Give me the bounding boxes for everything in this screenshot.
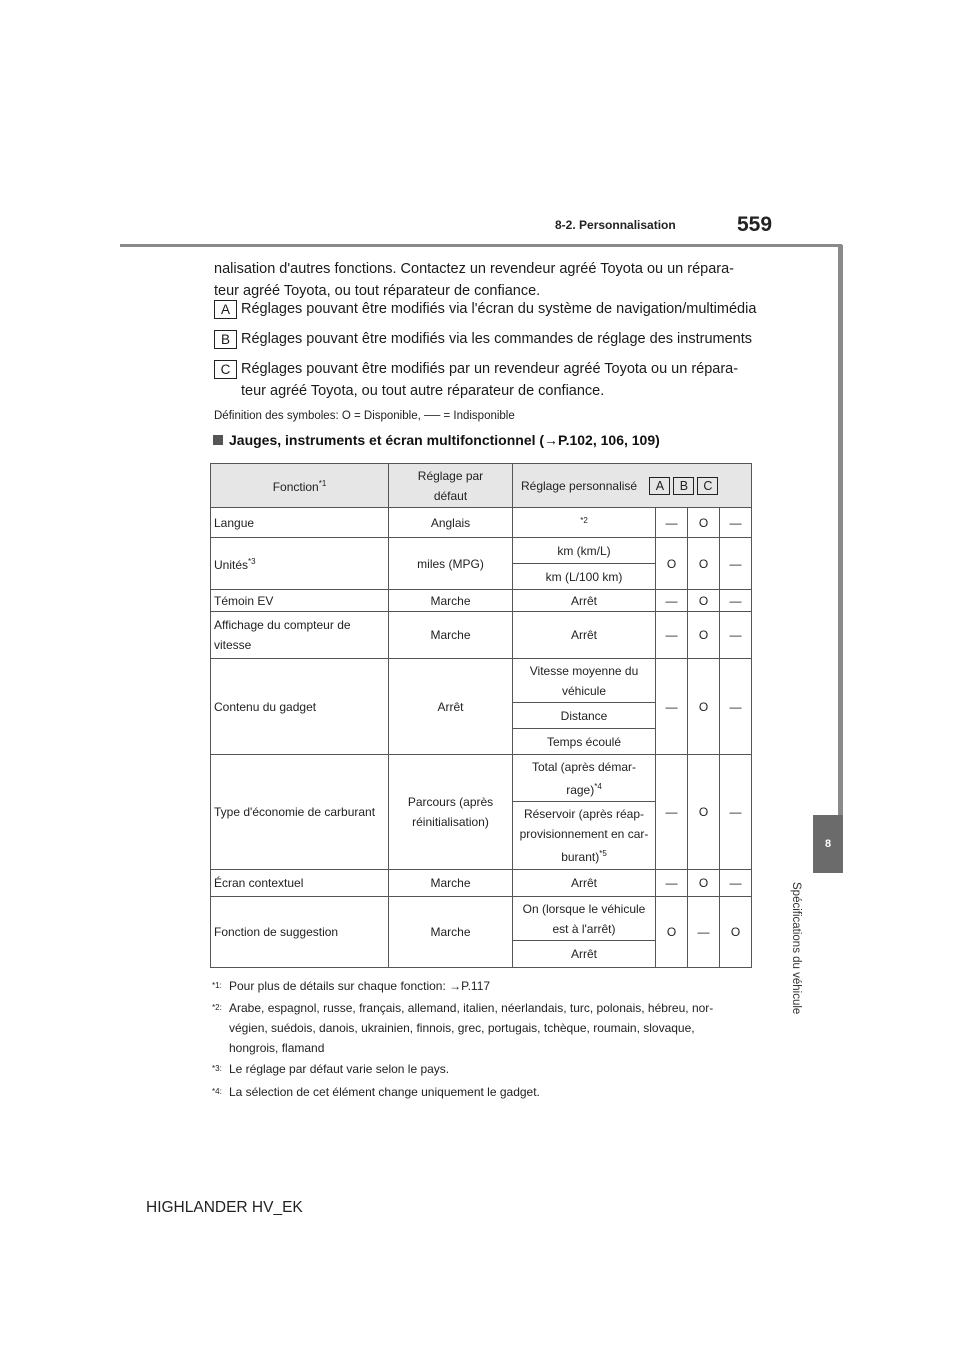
cell-custom: Total (après démar- rage)$^{*4}$ [513, 755, 656, 802]
cell-default: Marche [389, 870, 513, 897]
cell-c: — [720, 755, 752, 870]
footnote-4 [212, 1082, 752, 1102]
chapter-title: Spécifications du véhicule [790, 882, 802, 1015]
letter-box-b: B [214, 330, 237, 349]
footnote-mark: *3: [212, 1064, 222, 1073]
cell-b: O [688, 612, 720, 659]
running-header-section: 8-2. Personnalisation [555, 218, 676, 232]
table-row [211, 659, 752, 703]
cell-default-text: Parcours (après réinitialisation) [407, 795, 494, 829]
cell-fonction [211, 612, 389, 659]
legend-item-b [214, 328, 752, 350]
section-title-text: Jauges, instruments et écran multifonctionnel (→P.102, 106, 109) [229, 432, 660, 448]
cell-a: — [656, 755, 688, 870]
cell-custom: Arrêt [513, 590, 656, 612]
legend-text-c: Réglages pouvant être modifiés par un revendeur agréé Toyota ou un répara- teur agréé Toyota, ou tout autre réparateur de confiance. [241, 361, 739, 399]
cell-c: O [720, 897, 752, 968]
chapter-title-vertical [792, 882, 812, 1042]
cell-custom: *2 [513, 508, 656, 538]
cell-fonction: Témoin EV [211, 590, 389, 612]
header-box-b: B [673, 477, 694, 495]
cell-fonction: Écran contextuel [211, 870, 389, 897]
cell-fonction: Fonction de suggestion [211, 897, 389, 968]
cell-b: O [688, 755, 720, 870]
cell-custom-text: Vitesse moyenne du véhicule [529, 663, 639, 698]
cell-c: — [720, 538, 752, 590]
footnote-3 [212, 1059, 752, 1079]
cell-custom-text: Total (après démar- rage) [531, 759, 637, 797]
cell-custom: Réservoir (après réap- provisionnement en car- burant)$^{*5}$ [513, 802, 656, 870]
cell-b: O [688, 590, 720, 612]
cell-c: — [720, 508, 752, 538]
cell-a: O [656, 897, 688, 968]
side-divider [838, 245, 843, 815]
cell-c: — [720, 870, 752, 897]
settings-table [210, 463, 752, 968]
cell-a: — [656, 659, 688, 755]
cell-c: — [720, 590, 752, 612]
header-fonction: Fonction$^{*1}$ [211, 464, 389, 508]
page-number: 559 [737, 213, 773, 236]
cell-fonction: Type d'économie de carburant [211, 755, 389, 870]
cell-default: miles (MPG) [389, 538, 513, 590]
footnote-text: La sélection de cet élément change uniquement le gadget. [229, 1085, 540, 1099]
cell-custom-text: Réservoir (après réap- provisionnement en car- burant) [519, 807, 649, 864]
table-row [211, 590, 752, 612]
cell-fonction-text: Affichage du compteur de vitesse [214, 618, 351, 652]
table-row [211, 538, 752, 564]
cell-b: O [688, 538, 720, 590]
table-row [211, 508, 752, 538]
footnote-mark: *1: [212, 981, 222, 990]
cell-b: — [688, 897, 720, 968]
cell-fonction: Unités$^{*3}$ [211, 538, 389, 590]
header-box-c: C [697, 477, 718, 495]
cell-default: Marche [389, 590, 513, 612]
cell-a: — [656, 590, 688, 612]
table-row [211, 612, 752, 659]
chapter-tab [813, 815, 843, 873]
cell-fonction: Langue [211, 508, 389, 538]
header-default [389, 464, 513, 508]
footnote-2 [212, 998, 752, 1058]
legend-text-b: Réglages pouvant être modifiés via les commandes de réglage des instruments [241, 331, 752, 347]
cell-custom: Distance [513, 703, 656, 729]
cell-a: — [656, 508, 688, 538]
footer-model: HIGHLANDER HV_EK [146, 1199, 303, 1216]
table-row [211, 897, 752, 941]
cell-c: — [720, 612, 752, 659]
cell-a: O [656, 538, 688, 590]
footnote-1 [212, 976, 752, 996]
header-custom: Réglage personnalisé A B C [513, 464, 752, 508]
cell-custom: Arrêt [513, 941, 656, 968]
cell-custom: km (km/L) [513, 538, 656, 564]
table-row [211, 870, 752, 897]
cell-a: — [656, 870, 688, 897]
section-title [213, 432, 660, 448]
letter-box-c: C [214, 360, 237, 379]
cell-b: O [688, 870, 720, 897]
table-header-row [211, 464, 752, 508]
footnote-text: Le réglage par défaut varie selon le pays. [229, 1062, 450, 1076]
footnote-text: Arabe, espagnol, russe, français, allemand, italien, néerlandais, turc, polonais, hébreu, nor- végien, suédois, danois, ukrainien, finnois, grec, portugais, tchèque, roumain, slovaque, hongrois, flamand [229, 1001, 714, 1055]
chapter-number: 8 [824, 838, 832, 850]
footnote-mark: *2: [212, 1003, 222, 1012]
cell-custom [513, 659, 656, 703]
table-row [211, 755, 752, 802]
legend-item-a [214, 298, 756, 320]
cell-default: Arrêt [389, 659, 513, 755]
cell-default [389, 755, 513, 870]
cell-custom-text: On (lorsque le véhicule est à l'arrêt) [522, 901, 646, 936]
cell-c: — [720, 659, 752, 755]
cell-default: Marche [389, 897, 513, 968]
cell-b: O [688, 508, 720, 538]
cell-custom: Arrêt [513, 612, 656, 659]
symbols-definition: Définition des symboles: O = Disponible, ── = Indisponible [214, 410, 515, 422]
legend-item-c [214, 358, 754, 402]
footnote-text: Pour plus de détails sur chaque fonction: →P.117 [229, 979, 491, 993]
header-box-a: A [649, 477, 670, 495]
cell-custom: km (L/100 km) [513, 564, 656, 590]
legend-text-a: Réglages pouvant être modifiés via l'écran du système de navigation/multimédia [241, 301, 757, 317]
square-bullet-icon [213, 435, 223, 445]
intro-paragraph [214, 258, 754, 302]
intro-text: nalisation d'autres fonctions. Contactez un revendeur agréé Toyota ou un répara- teur agréé Toyota, ou tout réparateur de confiance. [214, 261, 734, 299]
cell-a: — [656, 612, 688, 659]
header-default-text: Réglage par défaut [417, 468, 484, 503]
cell-default: Marche [389, 612, 513, 659]
cell-b: O [688, 659, 720, 755]
cell-default: Anglais [389, 508, 513, 538]
letter-box-a: A [214, 300, 237, 319]
cell-fonction: Contenu du gadget [211, 659, 389, 755]
header-divider [120, 244, 842, 247]
cell-custom: Arrêt [513, 870, 656, 897]
cell-custom: Temps écoulé [513, 729, 656, 755]
cell-custom [513, 897, 656, 941]
footnote-mark: *4: [212, 1087, 222, 1096]
